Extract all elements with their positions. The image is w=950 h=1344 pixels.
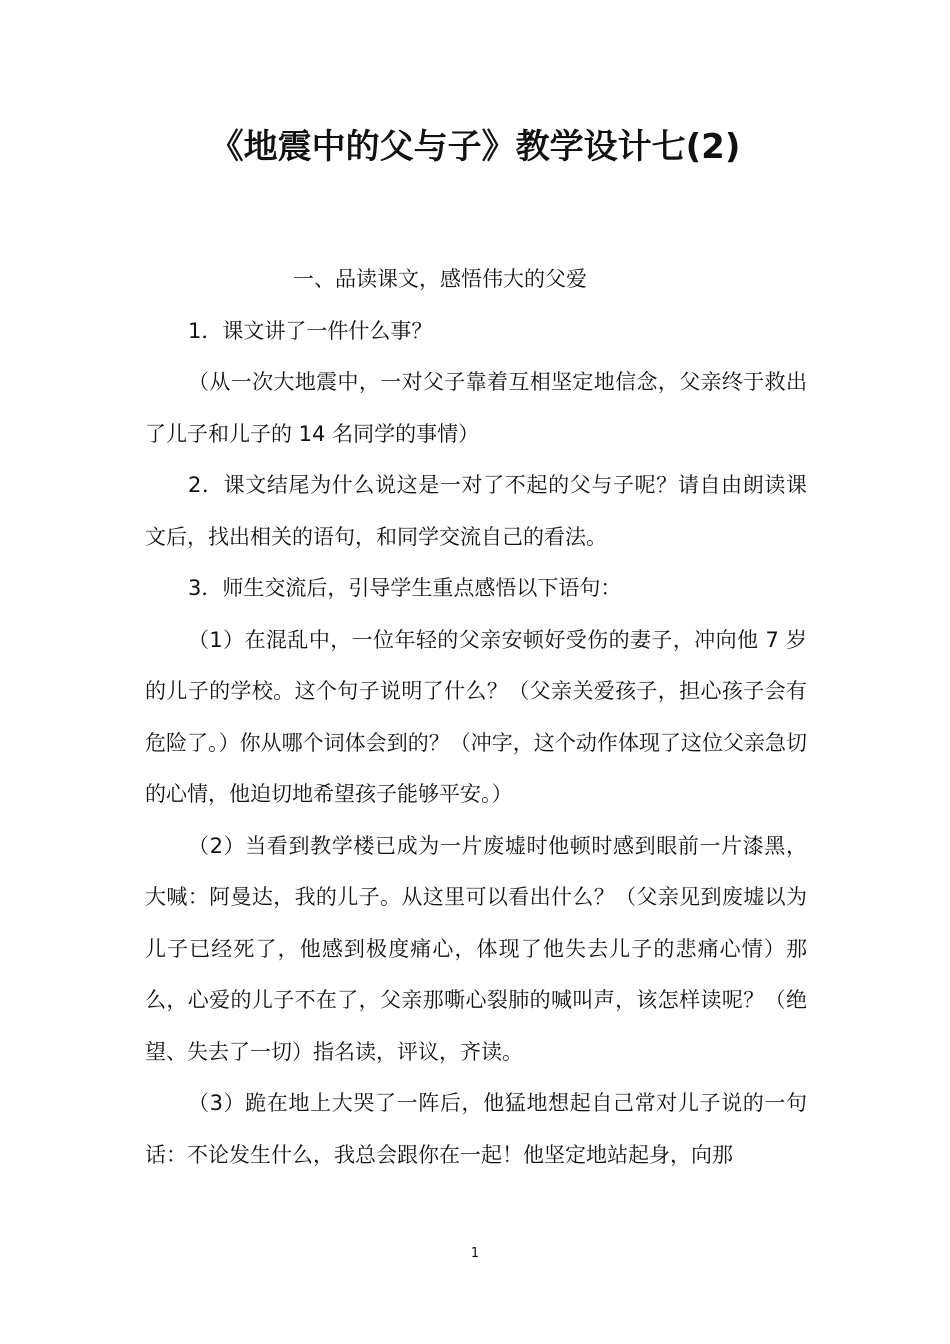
paragraph-sentence-1: （1）在混乱中，一位年轻的父亲安顿好受伤的妻子，冲向他 7 岁的儿子的学校。这个句子说明了什么？（父亲关爱孩子，担心孩子会有危险了。）你从哪个词体会到的？（冲字，这个动作体现了这位父亲急切的心情，他迫切地希望孩子能够平安。） bbox=[145, 627, 807, 806]
paragraph-question-1: 1．课文讲了一件什么事？ bbox=[188, 318, 433, 343]
paragraph-question-2: 2．课文结尾为什么说这是一对了不起的父与子呢？请自由朗读课文后，找出相关的语句，和同学交流自己的看法。 bbox=[145, 473, 807, 549]
document-title: 《地震中的父与子》教学设计七(2) bbox=[209, 127, 741, 167]
paragraph-answer-1: （从一次大地震中，一对父子靠着互相坚定地信念，父亲终于救出了儿子和儿子的 14 名同学的事情） bbox=[145, 370, 807, 446]
document-body bbox=[145, 254, 807, 1181]
paragraph-question-3: 3．师生交流后，引导学生重点感悟以下语句： bbox=[188, 576, 622, 600]
section-heading: 一、品读课文，感悟伟大的父爱 bbox=[293, 267, 587, 291]
paragraph-sentence-2: （2）当看到教学楼已成为一片废墟时他顿时感到眼前一片漆黑，大喊：阿曼达，我的儿子。从这里可以看出什么？（父亲见到废墟以为儿子已经死了，他感到极度痛心，体现了他失去儿子的悲痛心情）那么，心爱的儿子不在了，父亲那嘶心裂肺的喊叫声，该怎样读呢？（绝望、失去了一切）指名读，评议，齐读。 bbox=[145, 833, 807, 1064]
paragraph-sentence-3: （3）跪在地上大哭了一阵后，他猛地想起自己常对儿子说的一句话：不论发生什么，我总会跟你在一起！他坚定地站起身，向那 bbox=[145, 1091, 807, 1167]
page-number: 1 bbox=[470, 1246, 480, 1261]
